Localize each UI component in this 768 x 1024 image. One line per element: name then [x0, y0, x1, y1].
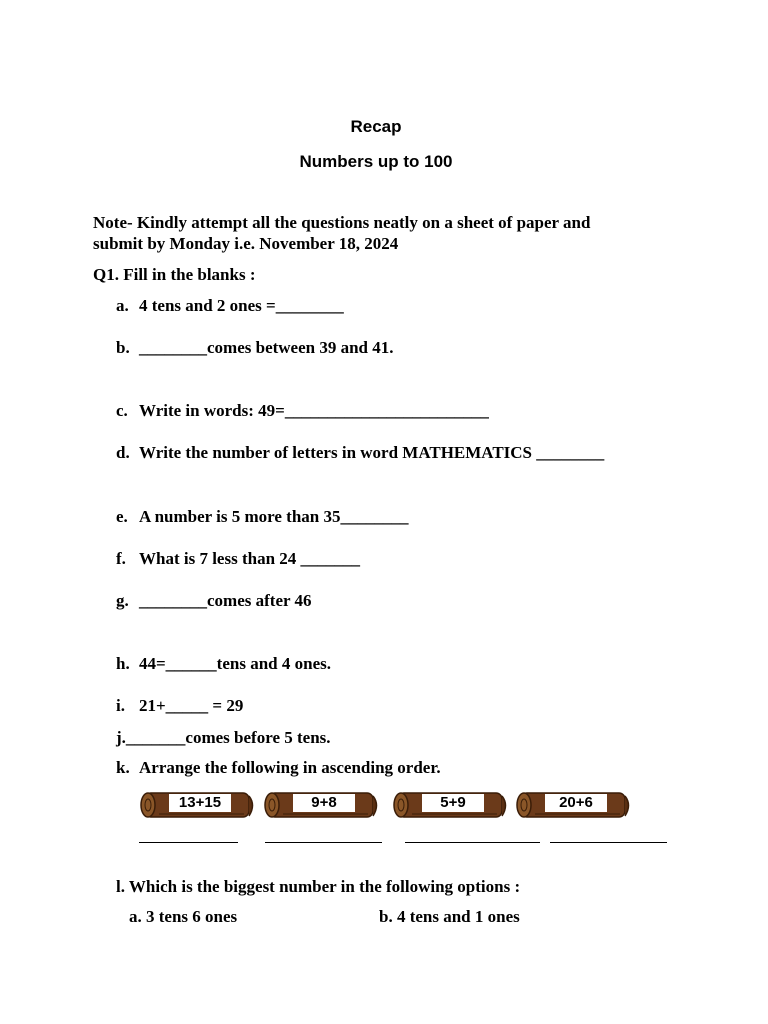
log-card-4 — [515, 790, 635, 820]
log-expression: 13+15 — [169, 794, 231, 812]
item-label: e. — [116, 507, 128, 526]
option-b: b. 4 tens and 1 ones — [379, 907, 520, 926]
item-c — [116, 401, 489, 421]
item-label: d. — [116, 443, 130, 462]
answer-blank-1 — [139, 842, 238, 843]
item-text: Write the number of letters in word MATHEMATICS ________ — [139, 443, 605, 462]
item-g — [116, 591, 311, 611]
log-card-1 — [139, 790, 259, 820]
log-card-2 — [263, 790, 383, 820]
item-text: Arrange the following in ascending order. — [139, 758, 441, 777]
item-k — [116, 758, 441, 778]
item-label: j. — [116, 728, 126, 747]
question-l: l. Which is the biggest number in the following options : — [116, 877, 521, 896]
item-text: _______comes before 5 tens. — [125, 728, 331, 747]
item-label: c. — [116, 401, 128, 420]
item-text: ________comes after 46 — [139, 591, 312, 610]
item-e — [116, 507, 409, 527]
item-d — [116, 443, 604, 463]
item-f — [116, 549, 360, 569]
question-1-heading: Q1. Fill in the blanks : — [93, 265, 256, 284]
answer-blank-2 — [265, 842, 382, 843]
item-text: 21+_____ = 29 — [139, 696, 244, 715]
page-subtitle: Numbers up to 100 — [299, 152, 453, 171]
item-label: b. — [116, 338, 130, 357]
answer-blank-3 — [405, 842, 540, 843]
log-expression: 5+9 — [422, 794, 484, 812]
item-text: 44=______tens and 4 ones. — [139, 654, 331, 673]
log-card-3 — [392, 790, 512, 820]
item-a — [116, 296, 344, 316]
log-expression: 9+8 — [293, 794, 355, 812]
note-line-1: Note- Kindly attempt all the questions neatly on a sheet of paper and — [93, 213, 591, 232]
item-text: 4 tens and 2 ones =________ — [139, 296, 344, 315]
item-label: a. — [116, 296, 129, 315]
page-title: Recap — [350, 117, 402, 136]
item-label: f. — [116, 549, 126, 568]
item-text: A number is 5 more than 35________ — [139, 507, 409, 526]
item-label: k. — [116, 758, 130, 777]
item-text: What is 7 less than 24 _______ — [139, 549, 361, 568]
item-text: ________comes between 39 and 41. — [139, 338, 394, 357]
item-label: g. — [116, 591, 129, 610]
answer-blank-4 — [550, 842, 667, 843]
item-text: Write in words: 49=________________________ — [139, 401, 489, 420]
item-b — [116, 338, 394, 358]
item-j — [116, 728, 331, 748]
item-label: i. — [116, 696, 125, 715]
option-a: a. 3 tens 6 ones — [129, 907, 238, 926]
item-label: h. — [116, 654, 130, 673]
log-expression: 20+6 — [545, 794, 607, 812]
item-h — [116, 654, 331, 674]
note-line-2: submit by Monday i.e. November 18, 2024 — [93, 234, 399, 253]
item-i — [116, 696, 243, 716]
